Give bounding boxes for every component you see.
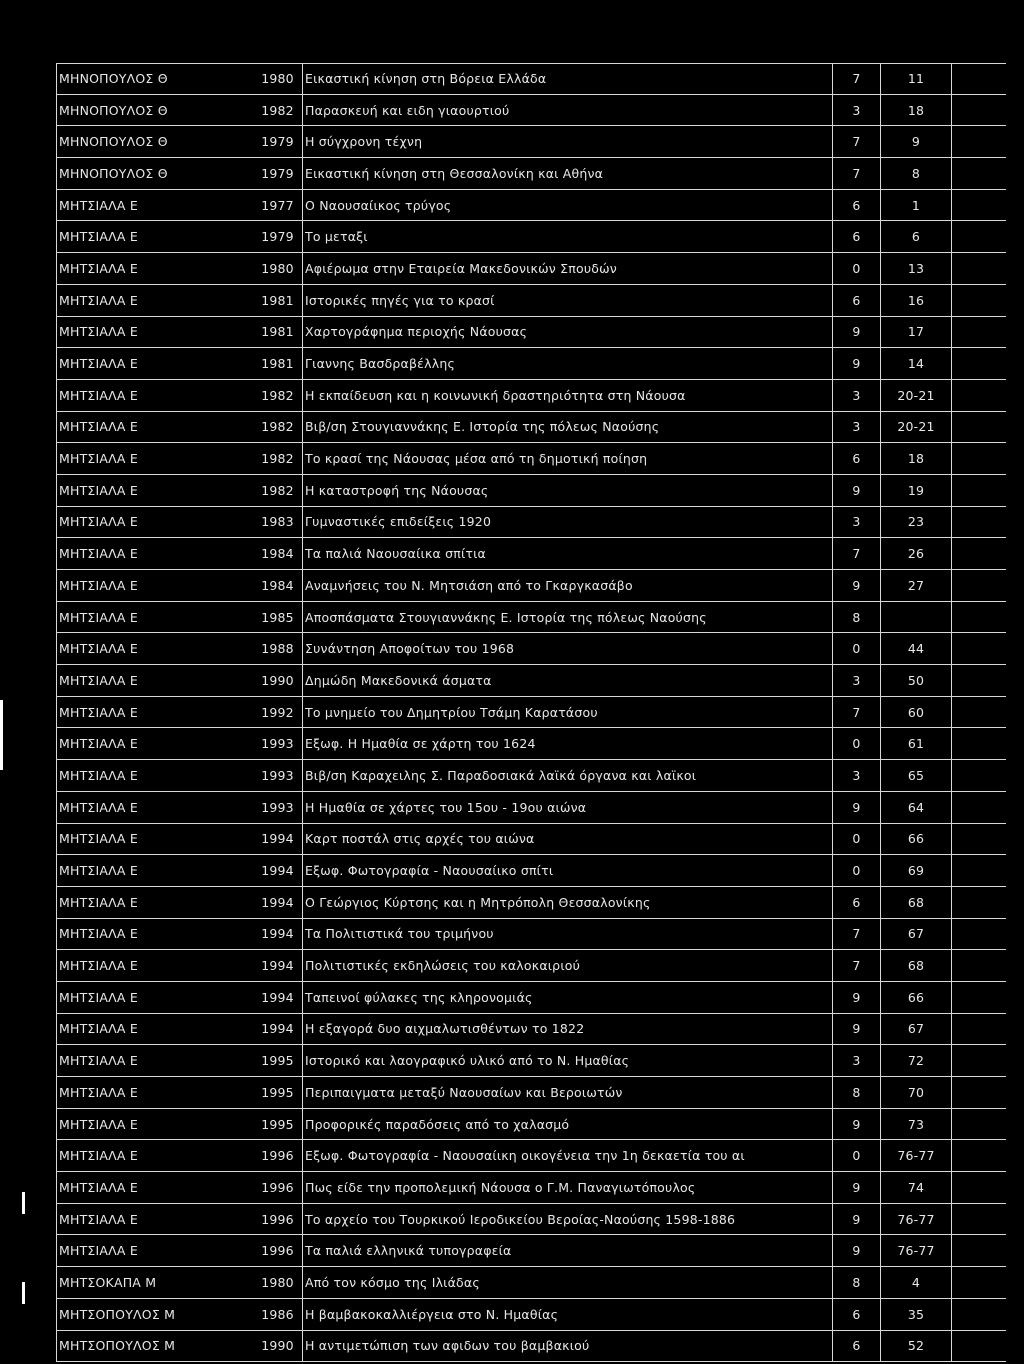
volume-cell: 9	[852, 577, 861, 593]
title-cell: Ιστορικές πηγές για το κρασί	[302, 285, 833, 316]
volume-cell: 6	[852, 1306, 861, 1322]
year-cell: 1995	[261, 1053, 294, 1069]
volume-cell: 3	[852, 672, 861, 688]
author-cell: ΜΗΤΣΙΑΛΑ Ε	[56, 792, 253, 823]
page-cell: 35	[880, 1299, 952, 1330]
year-cell: 1990	[261, 1338, 294, 1354]
year-cell: 1993	[261, 799, 294, 815]
author-cell: ΜΗΤΣΙΑΛΑ Ε	[56, 1077, 253, 1108]
year-cell: 1994	[261, 831, 294, 847]
volume-cell: 0	[852, 736, 861, 752]
year-cell: 1981	[261, 356, 294, 372]
page-cell: 67	[880, 919, 952, 950]
page-cell: 73	[880, 1109, 952, 1140]
title-cell: Αφιέρωμα στην Εταιρεία Μακεδονικών Σπουδών	[302, 253, 833, 284]
title-cell: Δημώδη Μακεδονικά άσματα	[302, 665, 833, 696]
title-cell: Γιαννης Βασδραβέλλης	[302, 348, 833, 379]
year-cell: 1979	[261, 134, 294, 150]
page-cell: 16	[880, 285, 952, 316]
table-row	[56, 348, 1006, 380]
page-cell: 17	[880, 317, 952, 348]
title-cell: Η καταστροφή της Νάουσας	[302, 475, 833, 506]
author-cell: ΜΗΤΣΙΑΛΑ Ε	[56, 665, 253, 696]
table-row	[56, 1140, 1006, 1172]
year-cell: 1994	[261, 989, 294, 1005]
page-cell	[880, 602, 952, 633]
table-row	[56, 760, 1006, 792]
table-row	[56, 507, 1006, 539]
volume-cell: 3	[852, 1053, 861, 1069]
page-cell: 19	[880, 475, 952, 506]
volume-cell: 7	[852, 134, 861, 150]
title-cell: Το αρχείο του Τουρκικού Ιεροδικείου Βεροίας-Ναούσης 1598-1886	[302, 1204, 833, 1235]
page-cell: 64	[880, 792, 952, 823]
volume-cell: 9	[852, 1243, 861, 1259]
title-cell: Ο Γεώργιος Κύρτσης και η Μητρόπολη Θεσσαλονίκης	[302, 887, 833, 918]
page-cell: 50	[880, 665, 952, 696]
page-cell: 68	[880, 950, 952, 981]
title-cell: Προφορικές παραδόσεις από το χαλασμό	[302, 1109, 833, 1140]
volume-cell: 8	[852, 1084, 861, 1100]
title-cell: Η εκπαίδευση και η κοινωνική δραστηριότητα στη Νάουσα	[302, 380, 833, 411]
year-cell: 1995	[261, 1084, 294, 1100]
year-cell: 1982	[261, 102, 294, 118]
table-row	[56, 728, 1006, 760]
table-row	[56, 950, 1006, 982]
page-cell: 74	[880, 1172, 952, 1203]
year-cell: 1983	[261, 514, 294, 530]
year-cell: 1996	[261, 1179, 294, 1195]
year-cell: 1979	[261, 229, 294, 245]
page-cell: 60	[880, 697, 952, 728]
table-row	[56, 475, 1006, 507]
volume-cell: 3	[852, 419, 861, 435]
author-cell: ΜΗΤΣΟΠΟΥΛΟΣ Μ	[56, 1331, 253, 1362]
volume-cell: 6	[852, 229, 861, 245]
volume-cell: 3	[852, 102, 861, 118]
title-cell: Το κρασί της Νάουσας μέσα από τη δημοτική ποίηση	[302, 443, 833, 474]
table-row	[56, 380, 1006, 412]
page-cell: 76-77	[880, 1140, 952, 1171]
page-cell: 18	[880, 95, 952, 126]
author-cell: ΜΗΤΣΙΑΛΑ Ε	[56, 1014, 253, 1045]
table-row	[56, 253, 1006, 285]
author-cell: ΜΗΤΣΙΑΛΑ Ε	[56, 1045, 253, 1076]
author-cell: ΜΗΤΣΙΑΛΑ Ε	[56, 1235, 253, 1266]
page-cell: 65	[880, 760, 952, 791]
year-cell: 1979	[261, 165, 294, 181]
volume-cell: 9	[852, 1179, 861, 1195]
author-cell: ΜΗΤΣΙΑΛΑ Ε	[56, 570, 253, 601]
table-row	[56, 1077, 1006, 1109]
volume-cell: 3	[852, 767, 861, 783]
year-cell: 1986	[261, 1306, 294, 1322]
volume-cell: 0	[852, 1148, 861, 1164]
author-cell: ΜΗΤΣΙΑΛΑ Ε	[56, 728, 253, 759]
page-cell: 11	[880, 64, 952, 94]
author-cell: ΜΗΤΣΙΑΛΑ Ε	[56, 412, 253, 443]
author-cell: ΜΗΤΣΙΑΛΑ Ε	[56, 1109, 253, 1140]
title-cell: Πως είδε την προπολεμική Νάουσα ο Γ.Μ. Παναγιωτόπουλος	[302, 1172, 833, 1203]
table-row	[56, 919, 1006, 951]
author-cell: ΜΗΤΣΙΑΛΑ Ε	[56, 760, 253, 791]
page-cell: 61	[880, 728, 952, 759]
title-cell: Εικαστική κίνηση στη Βόρεια Ελλάδα	[302, 64, 833, 94]
author-cell: ΜΗΤΣΙΑΛΑ Ε	[56, 475, 253, 506]
year-cell: 1988	[261, 641, 294, 657]
volume-cell: 7	[852, 71, 861, 87]
year-cell: 1982	[261, 451, 294, 467]
title-cell: Παρασκευή και ειδη γιαουρτιού	[302, 95, 833, 126]
year-cell: 1993	[261, 767, 294, 783]
table-row	[56, 1331, 1006, 1363]
author-cell: ΜΗΤΣΙΑΛΑ Ε	[56, 221, 253, 252]
volume-cell: 7	[852, 546, 861, 562]
table-row	[56, 1014, 1006, 1046]
table-row	[56, 158, 1006, 190]
title-cell: Συνάντηση Αποφοίτων του 1968	[302, 633, 833, 664]
page-cell: 23	[880, 507, 952, 538]
title-cell: Εξωφ. Φωτογραφία - Ναουσαίικη οικογένεια την 1η δεκαετία του αι	[302, 1140, 833, 1171]
volume-cell: 9	[852, 1116, 861, 1132]
author-cell: ΜΗΤΣΙΑΛΑ Ε	[56, 190, 253, 221]
page-cell: 69	[880, 855, 952, 886]
table-row	[56, 63, 1006, 95]
year-cell: 1984	[261, 546, 294, 562]
author-cell: ΜΗΝΟΠΟΥΛΟΣ Θ	[56, 64, 253, 94]
volume-cell: 0	[852, 863, 861, 879]
volume-cell: 7	[852, 958, 861, 974]
left-edge-mark	[22, 1192, 25, 1214]
volume-cell: 3	[852, 514, 861, 530]
year-cell: 1994	[261, 894, 294, 910]
year-cell: 1994	[261, 926, 294, 942]
author-cell: ΜΗΤΣΙΑΛΑ Ε	[56, 602, 253, 633]
year-cell: 1982	[261, 419, 294, 435]
volume-cell: 7	[852, 704, 861, 720]
title-cell: Ο Ναουσαίικος τρύγος	[302, 190, 833, 221]
page-cell: 66	[880, 824, 952, 855]
volume-cell: 6	[852, 197, 861, 213]
year-cell: 1990	[261, 672, 294, 688]
page-cell: 70	[880, 1077, 952, 1108]
title-cell: Εξωφ. Η Ημαθία σε χάρτη του 1624	[302, 728, 833, 759]
title-cell: Αναμνήσεις του Ν. Μητσιάση από το Γκαργκασάβο	[302, 570, 833, 601]
page-cell: 18	[880, 443, 952, 474]
year-cell: 1980	[261, 260, 294, 276]
title-cell: Βιβ/ση Στουγιαννάκης Ε. Ιστορία της πόλεως Ναούσης	[302, 412, 833, 443]
table-row	[56, 443, 1006, 475]
volume-cell: 6	[852, 292, 861, 308]
year-cell: 1984	[261, 577, 294, 593]
table-row	[56, 1204, 1006, 1236]
table-row	[56, 855, 1006, 887]
table-row	[56, 1267, 1006, 1299]
title-cell: Η αντιμετώπιση των αφιδων του βαμβακιού	[302, 1331, 833, 1362]
page-cell: 27	[880, 570, 952, 601]
volume-cell: 3	[852, 387, 861, 403]
author-cell: ΜΗΤΣΙΑΛΑ Ε	[56, 380, 253, 411]
volume-cell: 6	[852, 1338, 861, 1354]
table-row	[56, 1172, 1006, 1204]
page-cell: 52	[880, 1331, 952, 1362]
table-row	[56, 887, 1006, 919]
author-cell: ΜΗΤΣΙΑΛΑ Ε	[56, 982, 253, 1013]
page-cell: 66	[880, 982, 952, 1013]
table-row	[56, 285, 1006, 317]
table-row	[56, 1299, 1006, 1331]
year-cell: 1993	[261, 736, 294, 752]
year-cell: 1982	[261, 482, 294, 498]
title-cell: Γυμναστικές επιδείξεις 1920	[302, 507, 833, 538]
page-cell: 20-21	[880, 412, 952, 443]
table-row	[56, 633, 1006, 665]
table-row	[56, 190, 1006, 222]
table-row	[56, 982, 1006, 1014]
year-cell: 1995	[261, 1116, 294, 1132]
year-cell: 1996	[261, 1148, 294, 1164]
page-cell: 72	[880, 1045, 952, 1076]
table-row	[56, 126, 1006, 158]
title-cell: Από τον κόσμο της Ιλιάδας	[302, 1267, 833, 1298]
title-cell: Το μεταξι	[302, 221, 833, 252]
title-cell: Τα Πολιτιστικά του τριμήνου	[302, 919, 833, 950]
author-cell: ΜΗΝΟΠΟΥΛΟΣ Θ	[56, 158, 253, 189]
volume-cell: 0	[852, 831, 861, 847]
volume-cell: 9	[852, 356, 861, 372]
volume-cell: 8	[852, 1274, 861, 1290]
table-row	[56, 824, 1006, 856]
volume-cell: 9	[852, 1211, 861, 1227]
author-cell: ΜΗΤΣΙΑΛΑ Ε	[56, 253, 253, 284]
year-cell: 1996	[261, 1211, 294, 1227]
table-row	[56, 412, 1006, 444]
title-cell: Αποσπάσματα Στουγιαννάκης Ε. Ιστορία της πόλεως Ναούσης	[302, 602, 833, 633]
year-cell: 1996	[261, 1243, 294, 1259]
page-cell: 67	[880, 1014, 952, 1045]
table-row	[56, 538, 1006, 570]
author-cell: ΜΗΤΣΙΑΛΑ Ε	[56, 348, 253, 379]
volume-cell: 9	[852, 482, 861, 498]
year-cell: 1980	[261, 71, 294, 87]
page-cell: 76-77	[880, 1235, 952, 1266]
year-cell: 1982	[261, 387, 294, 403]
title-cell: Η βαμβακοκαλλιέργεια στο Ν. Ημαθίας	[302, 1299, 833, 1330]
page-cell: 13	[880, 253, 952, 284]
author-cell: ΜΗΤΣΙΑΛΑ Ε	[56, 285, 253, 316]
author-cell: ΜΗΤΣΙΑΛΑ Ε	[56, 1204, 253, 1235]
table-row	[56, 665, 1006, 697]
volume-cell: 7	[852, 926, 861, 942]
year-cell: 1994	[261, 958, 294, 974]
title-cell: Η Ημαθία σε χάρτες του 15ου - 19ου αιώνα	[302, 792, 833, 823]
author-cell: ΜΗΤΣΙΑΛΑ Ε	[56, 824, 253, 855]
page-cell: 76-77	[880, 1204, 952, 1235]
title-cell: Τα παλιά Ναουσαίικα σπίτια	[302, 538, 833, 569]
volume-cell: 9	[852, 989, 861, 1005]
page-cell: 9	[880, 126, 952, 157]
author-cell: ΜΗΤΣΙΑΛΑ Ε	[56, 1172, 253, 1203]
year-cell: 1980	[261, 1274, 294, 1290]
author-cell: ΜΗΤΣΙΑΛΑ Ε	[56, 950, 253, 981]
author-cell: ΜΗΤΣΙΑΛΑ Ε	[56, 507, 253, 538]
left-edge-mark	[22, 1282, 25, 1304]
title-cell: Βιβ/ση Καραχειλης Σ. Παραδοσιακά λαϊκά όργανα και λαϊκοι	[302, 760, 833, 791]
volume-cell: 9	[852, 324, 861, 340]
volume-cell: 8	[852, 609, 861, 625]
table-row	[56, 317, 1006, 349]
author-cell: ΜΗΤΣΙΑΛΑ Ε	[56, 855, 253, 886]
page-cell: 8	[880, 158, 952, 189]
left-edge-mark	[0, 700, 3, 770]
page-cell: 26	[880, 538, 952, 569]
author-cell: ΜΗΤΣΙΑΛΑ Ε	[56, 697, 253, 728]
page-cell: 6	[880, 221, 952, 252]
year-cell: 1994	[261, 1021, 294, 1037]
table-row	[56, 1109, 1006, 1141]
year-cell: 1981	[261, 324, 294, 340]
author-cell: ΜΗΤΣΙΑΛΑ Ε	[56, 443, 253, 474]
author-cell: ΜΗΤΣΙΑΛΑ Ε	[56, 317, 253, 348]
year-cell: 1994	[261, 863, 294, 879]
year-cell: 1985	[261, 609, 294, 625]
volume-cell: 9	[852, 799, 861, 815]
title-cell: Εξωφ. Φωτογραφία - Ναουσαίικο σπίτι	[302, 855, 833, 886]
volume-cell: 6	[852, 451, 861, 467]
author-cell: ΜΗΤΣΟΚΑΠΑ Μ	[56, 1267, 253, 1298]
author-cell: ΜΗΤΣΟΠΟΥΛΟΣ Μ	[56, 1299, 253, 1330]
table-row	[56, 221, 1006, 253]
year-cell: 1977	[261, 197, 294, 213]
year-cell: 1992	[261, 704, 294, 720]
title-cell: Η σύγχρονη τέχνη	[302, 126, 833, 157]
volume-cell: 6	[852, 894, 861, 910]
volume-cell: 7	[852, 165, 861, 181]
author-cell: ΜΗΤΣΙΑΛΑ Ε	[56, 887, 253, 918]
author-cell: ΜΗΤΣΙΑΛΑ Ε	[56, 919, 253, 950]
title-cell: Καρτ ποστάλ στις αρχές του αιώνα	[302, 824, 833, 855]
title-cell: Το μνημείο του Δημητρίου Τσάμη Καρατάσου	[302, 697, 833, 728]
table-row	[56, 602, 1006, 634]
title-cell: Ταπεινοί φύλακες της κληρονομιάς	[302, 982, 833, 1013]
title-cell: Ιστορικό και λαογραφικό υλικό από το Ν. Ημαθίας	[302, 1045, 833, 1076]
table-row	[56, 1235, 1006, 1267]
page-cell: 68	[880, 887, 952, 918]
title-cell: Χαρτογράφημα περιοχής Νάουσας	[302, 317, 833, 348]
author-cell: ΜΗΤΣΙΑΛΑ Ε	[56, 538, 253, 569]
table-row	[56, 1045, 1006, 1077]
table-row	[56, 792, 1006, 824]
author-cell: ΜΗΝΟΠΟΥΛΟΣ Θ	[56, 95, 253, 126]
year-cell: 1981	[261, 292, 294, 308]
title-cell: Εικαστική κίνηση στη Θεσσαλονίκη και Αθήνα	[302, 158, 833, 189]
table-row	[56, 570, 1006, 602]
page-cell: 1	[880, 190, 952, 221]
page-cell: 14	[880, 348, 952, 379]
page-cell: 4	[880, 1267, 952, 1298]
table-row	[56, 697, 1006, 729]
author-cell: ΜΗΤΣΙΑΛΑ Ε	[56, 633, 253, 664]
page-cell: 20-21	[880, 380, 952, 411]
table-row	[56, 95, 1006, 127]
volume-cell: 9	[852, 1021, 861, 1037]
title-cell: Τα παλιά ελληνικά τυπογραφεία	[302, 1235, 833, 1266]
volume-cell: 0	[852, 641, 861, 657]
page-cell: 44	[880, 633, 952, 664]
bibliography-table	[56, 63, 1006, 1362]
title-cell: Πολιτιστικές εκδηλώσεις του καλοκαιριού	[302, 950, 833, 981]
title-cell: Περιπαιγματα μεταξύ Ναουσαίων και Βεροιωτών	[302, 1077, 833, 1108]
author-cell: ΜΗΤΣΙΑΛΑ Ε	[56, 1140, 253, 1171]
author-cell: ΜΗΝΟΠΟΥΛΟΣ Θ	[56, 126, 253, 157]
volume-cell: 0	[852, 260, 861, 276]
title-cell: Η εξαγορά δυο αιχμαλωτισθέντων το 1822	[302, 1014, 833, 1045]
